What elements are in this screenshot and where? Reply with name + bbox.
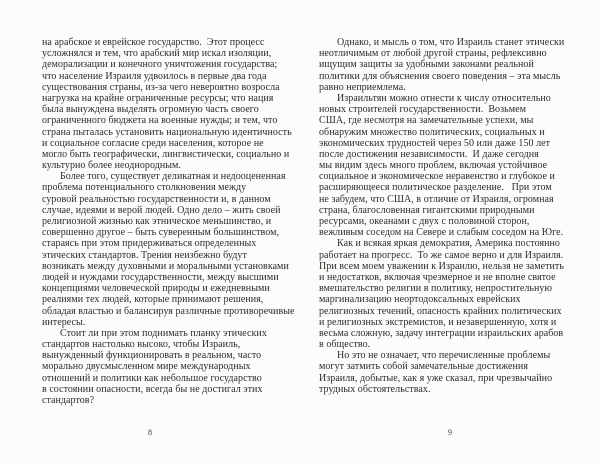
text-line: стандартов настолько высоко, чтобы Израиль,: [42, 339, 241, 351]
text-line: страна пыталась установить национальную идентичность: [42, 126, 292, 138]
text-line: и религиозных экстремистов, и незавершенную, хотя и: [319, 316, 557, 328]
text-line: страна, благословенная гигантскими природными: [319, 204, 535, 216]
text-line: США, где несмотря на замечательные успехи, мы: [319, 115, 534, 127]
paragraph: [42, 171, 294, 328]
text-line: Но это не означает, что перечисленные проблемы: [337, 350, 551, 362]
text-line: нагрузка на крайне ограниченные ресурсы; что нация: [42, 92, 274, 104]
text-line: Стоит ли при этом поднимать планку этических: [60, 327, 267, 339]
text-line: была вынуждена выделять огромную часть своего: [42, 104, 259, 116]
paragraph: [319, 93, 564, 238]
paragraph: [319, 238, 564, 350]
paragraph: [42, 37, 294, 171]
text-line: стараясь при этом придерживаться определенных: [42, 238, 257, 250]
page-right: [300, 0, 600, 463]
text-line: Однако, и мысль о том, что Израиль станет этически: [337, 37, 565, 48]
text-line: деморализации и конечного уничтожения государства;: [42, 59, 278, 71]
text-line: этических стандартов. Трения неизбежно будут: [42, 249, 247, 261]
text-line: неотличимым от любой другой страны, рефлексивно: [319, 48, 547, 60]
text-line: Израильтян можно отнести к числу относительно: [337, 92, 551, 104]
text-line: расширяющееся политическое разделение. При этом: [319, 182, 552, 194]
text-line: случае, идеями и верой людей. Одно дело – жить своей: [42, 204, 281, 216]
text-line: религиозной жизнью как этническое меньшинство, и: [42, 216, 272, 227]
paragraph: [319, 37, 564, 93]
text-line: равно неприемлема.: [319, 81, 406, 93]
text-line: и недостатков, включая чрезмерное и не вполне святое: [319, 271, 556, 283]
text-line: маргинализацию неортодоксальных еврейских: [319, 294, 521, 306]
text-line: ресурсами, океанами с двух с половиной сторон,: [319, 216, 530, 227]
text-line: религиозных течений, опасность крайних политических: [319, 305, 562, 317]
page-number-right: 9: [448, 428, 452, 437]
text-line: отношений и политики как небольшое государство: [42, 372, 262, 384]
page-left-text-block: [42, 37, 294, 406]
text-line: стандартов?: [42, 395, 95, 406]
text-line: вежливым соседом на Севере и слабым соседом на Юге.: [319, 227, 564, 239]
text-line: вынужденный функционировать в реальном, часто: [42, 350, 262, 362]
text-line: вмешательство религии в политику, непростительную: [319, 283, 553, 295]
text-line: При всем моем уважении к Израилю, нельзя не заметить: [319, 260, 564, 272]
text-line: трудных обстоятельствах.: [319, 383, 431, 395]
text-line: социальное и экономическое неравенство и глубокое и: [319, 171, 555, 183]
text-line: Израиля, добытые, как я уже сказал, при чрезвычайно: [319, 372, 553, 384]
text-line: мы видим здесь много проблем, включая устойчивое: [319, 160, 548, 172]
page-right-text-block: [319, 37, 564, 395]
text-line: людей и нуждами государственности, между высшими: [42, 271, 279, 283]
text-line: могут затмить собой замечательные достижения: [319, 361, 528, 373]
text-line: культурно более неоднородным.: [42, 160, 181, 172]
text-line: могло быть географически, лингвистически, социально и: [42, 148, 290, 160]
text-line: не забудем, что США, в отличие от Израиля, огромная: [319, 193, 554, 205]
paragraph: [42, 328, 294, 406]
text-line: Как и всякая яркая демократия, Америка постоянно: [337, 238, 560, 250]
text-line: обладая властью и балансируя различные противоречивые: [42, 305, 295, 317]
text-line: экономических трудностей через 50 или даже 150 лет: [319, 137, 551, 149]
text-line: политики для объяснения своего поведения – эта мысль: [319, 70, 561, 82]
text-line: возникать между духовными и моральными установками: [42, 260, 289, 272]
text-line: работает на прогресс. То же самое верно и для Израиля.: [319, 249, 564, 261]
page-number-left: 8: [148, 428, 152, 437]
text-line: реалиями тех людей, которые принимают решения,: [42, 294, 264, 306]
text-line: усложнялся и тем, что арабский мир искал изоляции,: [42, 48, 272, 60]
text-line: что население Израиля удвоилось в первые два года: [42, 70, 267, 82]
text-line: Более того, существует деликатная и недооцененная: [60, 171, 286, 183]
text-line: ищущим защиты за удобными законами реальной: [319, 59, 534, 71]
text-line: новых строителей государственности. Возьмем: [319, 104, 526, 116]
text-line: существования страны, из-за чего невероятно возросла: [42, 81, 280, 93]
text-line: интересы.: [42, 316, 86, 328]
text-line: обнаружим множество политических, социальных и: [319, 126, 545, 138]
text-line: в общество.: [319, 339, 371, 351]
paragraph: [319, 350, 564, 395]
text-line: ограниченного бюджета на военные нужды; и тем, что: [42, 115, 278, 127]
text-line: в состоянии опасности, всегда бы не достигал этих: [42, 383, 263, 395]
text-line: концепциями человеческой природы и ежедневными: [42, 283, 270, 295]
text-line: суровой реальностью государственности и, в данном: [42, 193, 271, 205]
text-line: весьма сложную, задачу интеграции израильских арабов: [319, 327, 564, 339]
text-line: морально двусмысленном мире международных: [42, 361, 251, 373]
text-line: на арабское и еврейское государство. Этот процесс: [42, 37, 265, 48]
text-line: совершенно другое – быть суверенным большинством,: [42, 227, 280, 239]
text-line: проблема потенциального столкновения между: [42, 182, 247, 194]
text-line: после достижения независимости. И даже сегодня: [319, 148, 539, 160]
text-line: и социальное согласие среди населения, которое не: [42, 137, 264, 149]
